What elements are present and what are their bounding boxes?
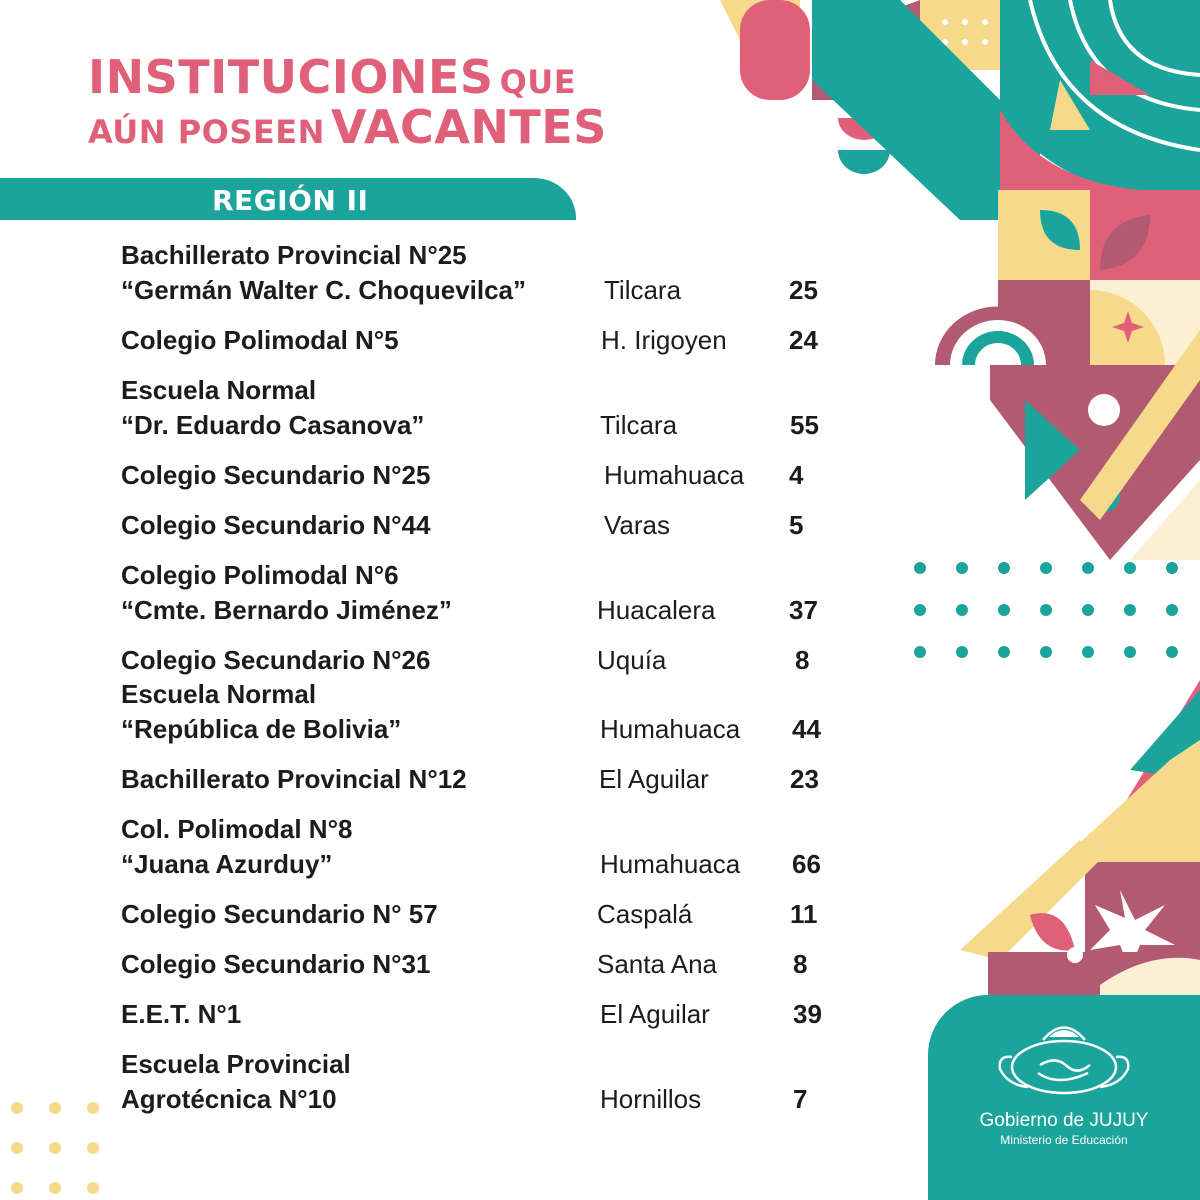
institution-name <box>121 997 241 1032</box>
institution-name-line: Colegio Secundario N°25 <box>121 460 431 490</box>
vacancy-count: 37 <box>789 595 818 625</box>
institution-location: Santa Ana <box>597 949 717 979</box>
institution-name-line: Agrotécnica N°10 <box>121 1084 337 1114</box>
vacancy-count: 39 <box>793 999 822 1029</box>
institution-name-line: Bachillerato Provincial N°12 <box>121 764 467 794</box>
institution-name <box>121 373 424 443</box>
institution-name <box>121 897 438 932</box>
vacancy-count: 11 <box>790 899 818 929</box>
institution-name-line: Colegio Polimodal N°5 <box>121 325 399 355</box>
institution-name-line: Col. Polimodal N°8 <box>121 814 353 844</box>
institution-name-line: “Juana Azurduy” <box>121 849 333 879</box>
institution-name-line: “Germán Walter C. Choquevilca” <box>121 275 527 305</box>
institution-name <box>121 458 430 493</box>
vacancy-count: 5 <box>789 510 804 540</box>
vacancy-count: 4 <box>789 460 804 490</box>
institution-location: El Aguilar <box>599 764 709 794</box>
institution-location: Tilcara <box>604 275 682 305</box>
vacancy-count: 7 <box>793 1084 808 1114</box>
institution-name <box>121 643 430 678</box>
institution-name <box>121 238 526 308</box>
institution-location: Humahuaca <box>604 460 745 490</box>
vacancy-count: 8 <box>795 645 810 675</box>
institution-name-line: Bachillerato Provincial N°25 <box>121 240 467 270</box>
vacancy-count: 8 <box>793 949 808 979</box>
institution-location: Uquía <box>597 645 667 675</box>
institution-location: Varas <box>604 510 670 540</box>
institution-location: Tilcara <box>600 410 678 440</box>
institution-location: Hornillos <box>600 1084 702 1114</box>
institution-name-line: Colegio Secundario N°31 <box>121 949 431 979</box>
institution-location: Humahuaca <box>600 714 741 744</box>
institution-name-line: Colegio Polimodal N°6 <box>121 560 399 590</box>
institution-name-line: Colegio Secundario N° 57 <box>121 899 438 929</box>
institution-location: H. Irigoyen <box>601 325 727 355</box>
institution-location: Huacalera <box>597 595 716 625</box>
logo-subtitle: Ministerio de Educación <box>1000 1133 1128 1147</box>
institution-name-line: “Dr. Eduardo Casanova” <box>121 410 425 440</box>
institution-name-line: “Cmte. Bernardo Jiménez” <box>121 595 452 625</box>
ministry-logo <box>928 995 1200 1200</box>
title-word-que: QUE <box>499 63 577 101</box>
vacancy-count: 25 <box>789 275 818 305</box>
title-word-instituciones: INSTITUCIONES <box>88 50 494 104</box>
vacancy-count: 55 <box>790 410 819 440</box>
institution-name-line: Escuela Provincial <box>121 1049 351 1079</box>
vacancy-count: 66 <box>792 849 821 879</box>
vacancy-count: 24 <box>789 325 818 355</box>
vacancy-count: 44 <box>792 714 821 744</box>
institution-location: Humahuaca <box>600 849 741 879</box>
institution-name <box>121 677 401 747</box>
logo-title: Gobierno de JUJUY <box>979 1110 1149 1131</box>
institution-name-line: E.E.T. N°1 <box>121 999 242 1029</box>
institution-name-line: Colegio Secundario N°26 <box>121 645 431 675</box>
institution-name <box>121 947 430 982</box>
institution-name <box>121 558 452 628</box>
institution-name-line: “República de Bolivia” <box>121 714 402 744</box>
title-word-aun-poseen: AÚN POSEEN <box>88 113 325 151</box>
institution-name <box>121 323 399 358</box>
institution-name-line: Colegio Secundario N°44 <box>121 510 431 540</box>
vacancy-count: 23 <box>790 764 819 794</box>
institution-name <box>121 1047 351 1117</box>
institution-name <box>121 508 430 543</box>
handshake-emblem-icon <box>928 995 1200 1105</box>
institution-name-line: Escuela Normal <box>121 375 317 405</box>
institution-location: El Aguilar <box>600 999 710 1029</box>
institution-location: Caspalá <box>597 899 693 929</box>
institution-name <box>121 762 467 797</box>
title-word-vacantes: VACANTES <box>330 100 607 154</box>
institution-name-line: Escuela Normal <box>121 679 317 709</box>
region-label: REGIÓN II <box>212 184 369 217</box>
institution-name <box>121 812 352 882</box>
